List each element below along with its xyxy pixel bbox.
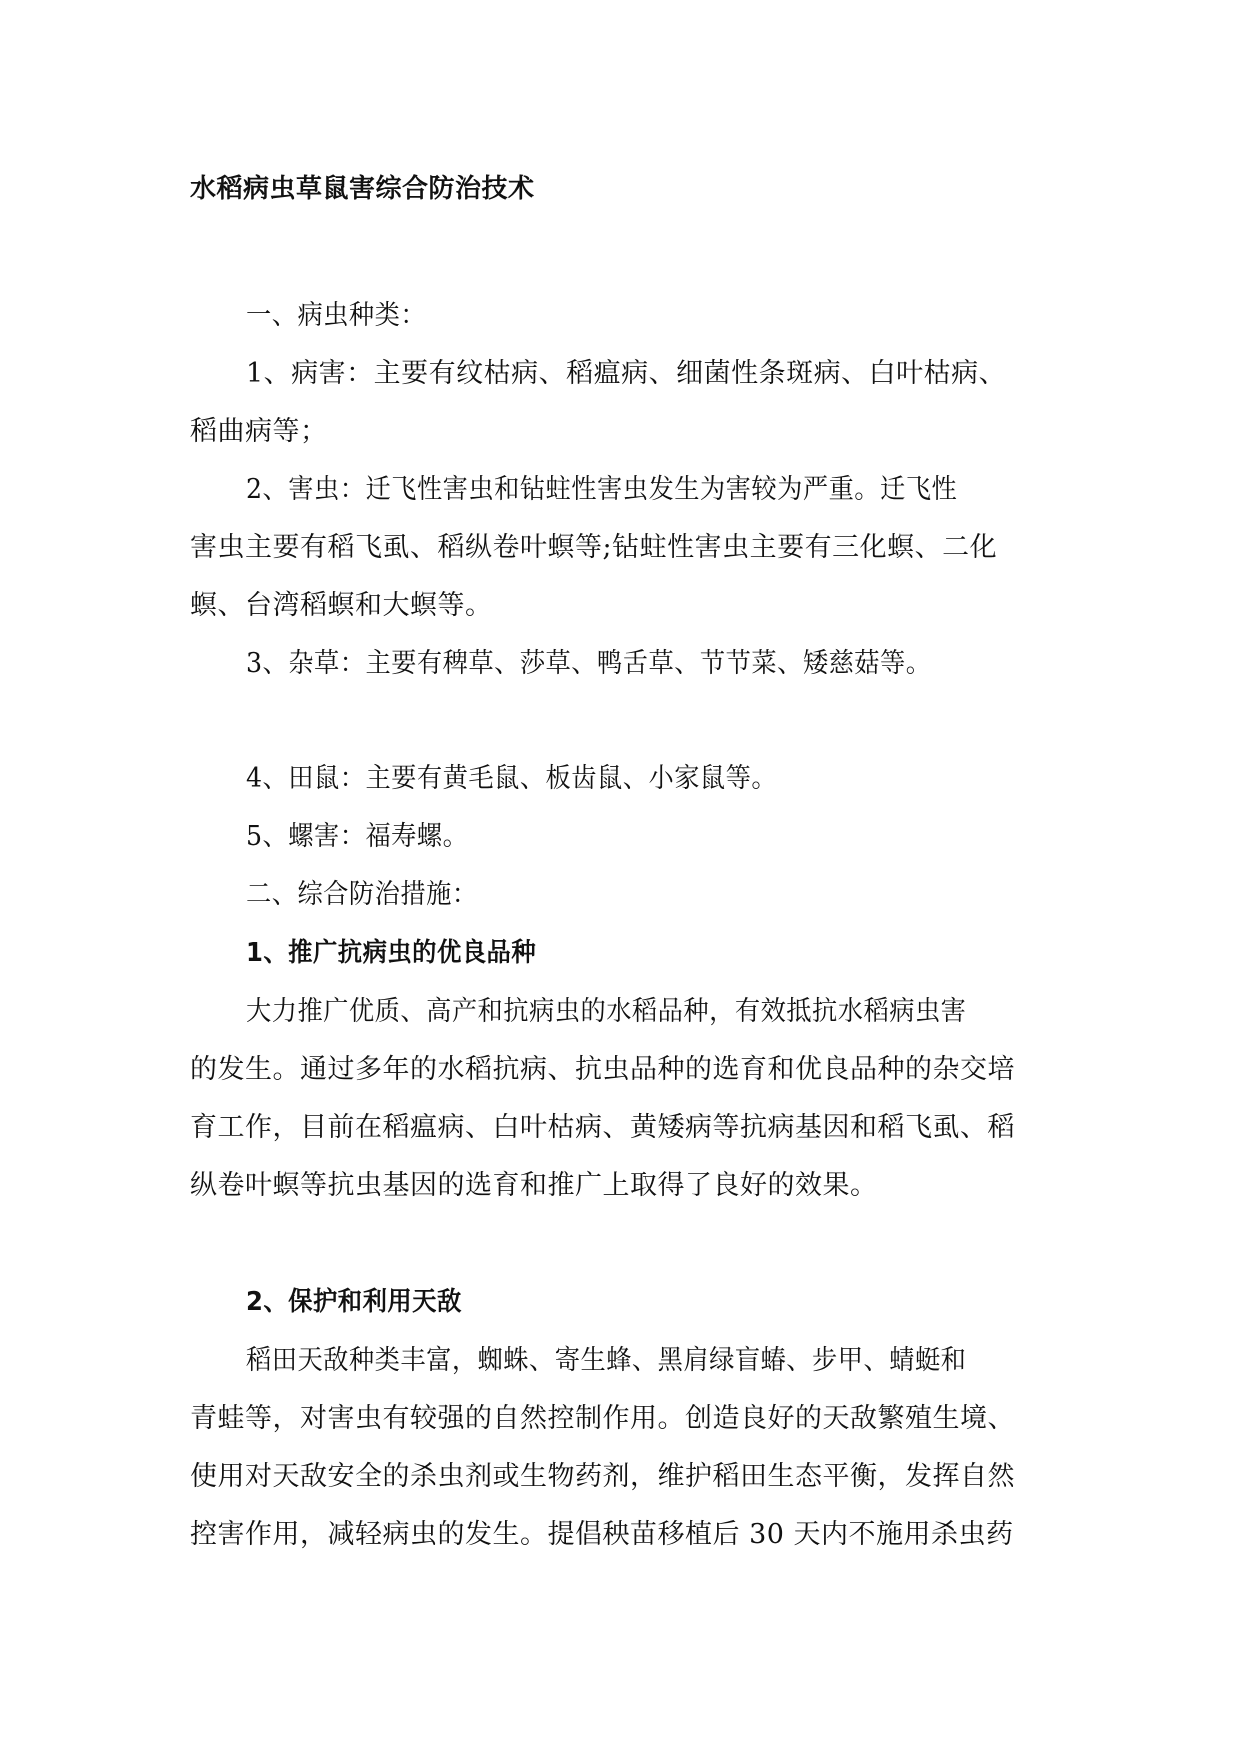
measure2-line1: 稻田天敌种类丰富，蜘蛛、寄生蜂、黑肩绿盲蝽、步甲、蜻蜓和	[246, 1345, 967, 1376]
measure2-line2: 青蛙等，对害虫有较强的自然控制作用。创造良好的天敌繁殖生境、	[190, 1403, 1015, 1434]
item-snails: 5、螺害：福寿螺。	[246, 821, 469, 852]
document-title: 水稻病虫草鼠害综合防治技术	[190, 174, 535, 204]
measure1-heading: 1、推广抗病虫的优良品种	[246, 938, 537, 968]
measure1-line2: 的发生。通过多年的水稻抗病、抗虫品种的选育和优良品种的杂交培	[190, 1054, 1015, 1085]
measure1-line3: 育工作，目前在稻瘟病、白叶枯病、黄矮病等抗病基因和稻飞虱、稻	[190, 1112, 1015, 1143]
measure2-line3: 使用对天敌安全的杀虫剂或生物药剂，维护稻田生态平衡，发挥自然	[190, 1461, 1015, 1492]
item-diseases-line2: 稻曲病等；	[190, 416, 328, 447]
item-rodents: 4、田鼠：主要有黄毛鼠、板齿鼠、小家鼠等。	[246, 763, 778, 794]
measure1-line4: 纵卷叶螟等抗虫基因的选育和推广上取得了良好的效果。	[190, 1170, 878, 1201]
measure2-heading: 2、保护和利用天敌	[246, 1287, 462, 1317]
item-diseases-line1: 1、病害：主要有纹枯病、稻瘟病、细菌性条斑病、白叶枯病、	[246, 358, 1007, 389]
item-weeds: 3、杂草：主要有稗草、莎草、鸭舌草、节节菜、矮慈菇等。	[246, 648, 932, 679]
item-insects-line1: 2、害虫：迁飞性害虫和钻蛀性害虫发生为害较为严重。迁飞性	[246, 474, 958, 505]
section-heading-pest-types: 一、病虫种类：	[246, 300, 427, 331]
section-heading-control-measures: 二、综合防治措施：	[246, 879, 478, 910]
measure2-line4: 控害作用，减轻病虫的发生。提倡秧苗移植后 30 天内不施用杀虫药	[190, 1519, 1014, 1550]
item-insects-line2: 害虫主要有稻飞虱、稻纵卷叶螟等;钻蛀性害虫主要有三化螟、二化	[190, 532, 998, 563]
measure1-line1: 大力推广优质、高产和抗病虫的水稻品种，有效抵抗水稻病虫害	[246, 996, 967, 1027]
item-insects-line3: 螟、台湾稻螟和大螟等。	[190, 590, 493, 621]
